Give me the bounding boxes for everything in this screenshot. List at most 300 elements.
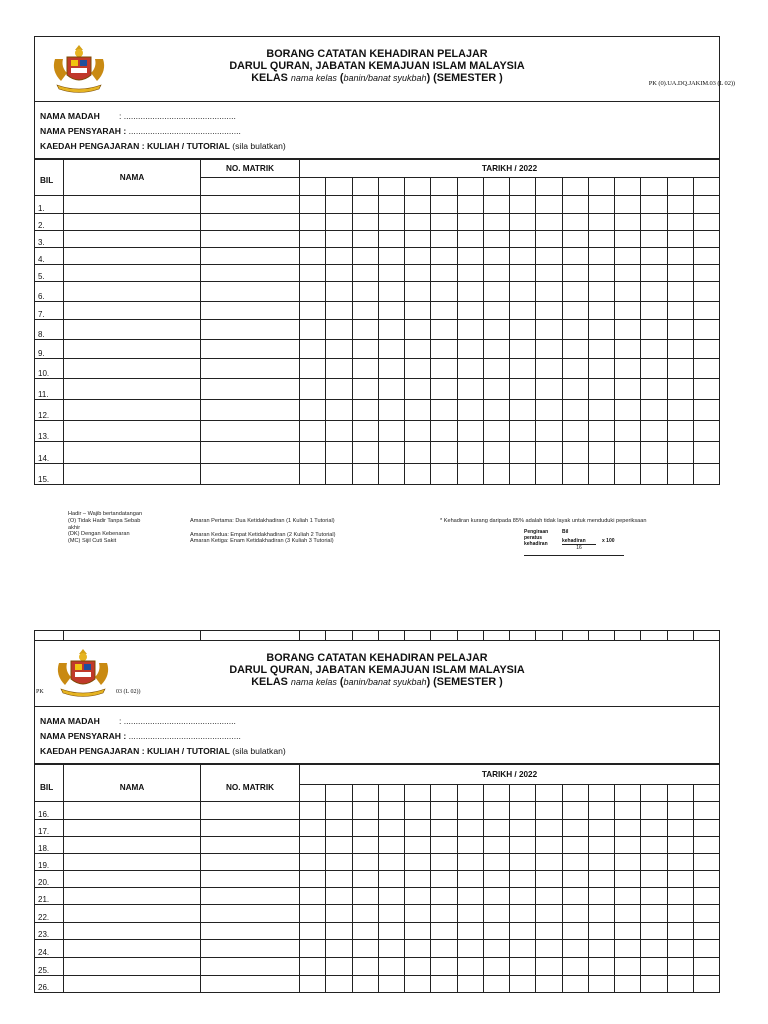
attendance-cell[interactable] (641, 214, 667, 231)
attendance-cell[interactable] (588, 464, 614, 485)
name-cell[interactable] (64, 976, 201, 993)
attendance-cell[interactable] (588, 265, 614, 282)
attendance-cell[interactable] (431, 854, 457, 871)
attendance-cell[interactable] (326, 265, 352, 282)
attendance-cell[interactable] (352, 359, 378, 379)
attendance-cell[interactable] (615, 976, 641, 993)
matrik-cell[interactable] (201, 248, 300, 265)
attendance-cell[interactable] (352, 976, 378, 993)
date-cell[interactable] (562, 178, 588, 196)
attendance-cell[interactable] (405, 923, 431, 940)
attendance-cell[interactable] (536, 214, 562, 231)
attendance-cell[interactable] (615, 320, 641, 340)
attendance-cell[interactable] (300, 888, 326, 905)
attendance-cell[interactable] (378, 421, 404, 442)
name-cell[interactable] (64, 837, 201, 854)
attendance-cell[interactable] (510, 820, 536, 837)
attendance-cell[interactable] (615, 820, 641, 837)
attendance-cell[interactable] (352, 820, 378, 837)
attendance-cell[interactable] (457, 854, 483, 871)
attendance-cell[interactable] (562, 231, 588, 248)
attendance-cell[interactable] (483, 421, 509, 442)
attendance-cell[interactable] (536, 464, 562, 485)
attendance-cell[interactable] (562, 265, 588, 282)
attendance-cell[interactable] (457, 359, 483, 379)
attendance-cell[interactable] (536, 442, 562, 464)
attendance-cell[interactable] (510, 340, 536, 359)
matrik-cell[interactable] (201, 837, 300, 854)
attendance-cell[interactable] (352, 196, 378, 214)
attendance-cell[interactable] (536, 940, 562, 958)
attendance-cell[interactable] (457, 231, 483, 248)
attendance-cell[interactable] (693, 802, 719, 820)
attendance-cell[interactable] (457, 302, 483, 320)
attendance-cell[interactable] (615, 442, 641, 464)
attendance-cell[interactable] (326, 302, 352, 320)
attendance-cell[interactable] (378, 442, 404, 464)
attendance-cell[interactable] (588, 421, 614, 442)
name-cell[interactable] (64, 854, 201, 871)
attendance-cell[interactable] (667, 400, 693, 421)
attendance-cell[interactable] (457, 421, 483, 442)
attendance-cell[interactable] (378, 854, 404, 871)
attendance-cell[interactable] (326, 837, 352, 854)
attendance-cell[interactable] (352, 320, 378, 340)
attendance-cell[interactable] (615, 359, 641, 379)
attendance-cell[interactable] (326, 976, 352, 993)
attendance-cell[interactable] (615, 214, 641, 231)
attendance-cell[interactable] (300, 302, 326, 320)
attendance-cell[interactable] (667, 871, 693, 888)
attendance-cell[interactable] (693, 464, 719, 485)
attendance-cell[interactable] (615, 282, 641, 302)
matrik-cell[interactable] (201, 905, 300, 923)
name-cell[interactable] (64, 340, 201, 359)
attendance-cell[interactable] (693, 958, 719, 976)
attendance-cell[interactable] (405, 464, 431, 485)
attendance-cell[interactable] (405, 976, 431, 993)
attendance-cell[interactable] (405, 214, 431, 231)
attendance-cell[interactable] (326, 248, 352, 265)
attendance-cell[interactable] (588, 888, 614, 905)
attendance-cell[interactable] (667, 302, 693, 320)
matrik-cell[interactable] (201, 400, 300, 421)
attendance-cell[interactable] (641, 837, 667, 854)
name-cell[interactable] (64, 958, 201, 976)
attendance-cell[interactable] (536, 248, 562, 265)
attendance-cell[interactable] (483, 854, 509, 871)
attendance-cell[interactable] (510, 231, 536, 248)
attendance-cell[interactable] (431, 905, 457, 923)
attendance-cell[interactable] (641, 320, 667, 340)
attendance-cell[interactable] (431, 196, 457, 214)
attendance-cell[interactable] (588, 837, 614, 854)
attendance-cell[interactable] (536, 231, 562, 248)
attendance-cell[interactable] (510, 871, 536, 888)
attendance-cell[interactable] (693, 359, 719, 379)
attendance-cell[interactable] (641, 196, 667, 214)
attendance-cell[interactable] (483, 320, 509, 340)
attendance-cell[interactable] (588, 976, 614, 993)
attendance-cell[interactable] (510, 802, 536, 820)
strip-cell[interactable] (300, 631, 326, 641)
strip-cell[interactable] (588, 631, 614, 641)
attendance-cell[interactable] (693, 940, 719, 958)
attendance-cell[interactable] (405, 958, 431, 976)
attendance-cell[interactable] (352, 958, 378, 976)
attendance-cell[interactable] (483, 248, 509, 265)
attendance-cell[interactable] (457, 196, 483, 214)
attendance-cell[interactable] (615, 196, 641, 214)
date-cell[interactable] (457, 785, 483, 802)
attendance-cell[interactable] (510, 442, 536, 464)
date-cell[interactable] (536, 785, 562, 802)
attendance-cell[interactable] (326, 282, 352, 302)
attendance-cell[interactable] (300, 905, 326, 923)
attendance-cell[interactable] (667, 359, 693, 379)
attendance-cell[interactable] (300, 265, 326, 282)
strip-cell[interactable] (667, 631, 693, 641)
attendance-cell[interactable] (693, 248, 719, 265)
attendance-cell[interactable] (378, 282, 404, 302)
attendance-cell[interactable] (562, 940, 588, 958)
attendance-cell[interactable] (588, 379, 614, 400)
attendance-cell[interactable] (326, 421, 352, 442)
attendance-cell[interactable] (641, 905, 667, 923)
attendance-cell[interactable] (588, 340, 614, 359)
matrik-cell[interactable] (201, 958, 300, 976)
attendance-cell[interactable] (693, 282, 719, 302)
name-cell[interactable] (64, 923, 201, 940)
attendance-cell[interactable] (693, 400, 719, 421)
attendance-cell[interactable] (483, 923, 509, 940)
attendance-cell[interactable] (667, 282, 693, 302)
strip-cell[interactable] (562, 631, 588, 641)
name-cell[interactable] (64, 379, 201, 400)
matrik-cell[interactable] (201, 231, 300, 248)
attendance-cell[interactable] (326, 820, 352, 837)
name-cell[interactable] (64, 464, 201, 485)
attendance-cell[interactable] (641, 940, 667, 958)
date-cell[interactable] (641, 785, 667, 802)
attendance-cell[interactable] (667, 442, 693, 464)
attendance-cell[interactable] (536, 302, 562, 320)
attendance-cell[interactable] (431, 871, 457, 888)
attendance-cell[interactable] (562, 464, 588, 485)
attendance-cell[interactable] (405, 871, 431, 888)
attendance-cell[interactable] (536, 340, 562, 359)
attendance-cell[interactable] (510, 282, 536, 302)
matrik-cell[interactable] (201, 854, 300, 871)
attendance-cell[interactable] (300, 248, 326, 265)
attendance-cell[interactable] (378, 976, 404, 993)
date-cell[interactable] (352, 178, 378, 196)
attendance-cell[interactable] (483, 231, 509, 248)
attendance-cell[interactable] (352, 340, 378, 359)
attendance-cell[interactable] (378, 464, 404, 485)
matrik-cell[interactable] (201, 302, 300, 320)
attendance-cell[interactable] (326, 940, 352, 958)
name-cell[interactable] (64, 940, 201, 958)
attendance-cell[interactable] (352, 231, 378, 248)
matrik-cell[interactable] (201, 214, 300, 231)
attendance-cell[interactable] (300, 820, 326, 837)
attendance-cell[interactable] (457, 905, 483, 923)
attendance-cell[interactable] (641, 958, 667, 976)
attendance-cell[interactable] (536, 871, 562, 888)
name-cell[interactable] (64, 400, 201, 421)
strip-cell[interactable] (693, 631, 719, 641)
date-cell[interactable] (667, 178, 693, 196)
attendance-cell[interactable] (667, 231, 693, 248)
attendance-cell[interactable] (615, 421, 641, 442)
attendance-cell[interactable] (536, 854, 562, 871)
attendance-cell[interactable] (378, 820, 404, 837)
attendance-cell[interactable] (483, 802, 509, 820)
attendance-cell[interactable] (431, 442, 457, 464)
attendance-cell[interactable] (562, 888, 588, 905)
name-cell[interactable] (64, 320, 201, 340)
attendance-cell[interactable] (431, 802, 457, 820)
attendance-cell[interactable] (352, 442, 378, 464)
name-cell[interactable] (64, 888, 201, 905)
attendance-cell[interactable] (352, 940, 378, 958)
attendance-cell[interactable] (588, 802, 614, 820)
attendance-cell[interactable] (483, 940, 509, 958)
attendance-cell[interactable] (405, 231, 431, 248)
attendance-cell[interactable] (300, 421, 326, 442)
attendance-cell[interactable] (615, 302, 641, 320)
attendance-cell[interactable] (352, 854, 378, 871)
attendance-cell[interactable] (431, 340, 457, 359)
attendance-cell[interactable] (667, 340, 693, 359)
attendance-cell[interactable] (352, 464, 378, 485)
attendance-cell[interactable] (693, 320, 719, 340)
attendance-cell[interactable] (510, 359, 536, 379)
attendance-cell[interactable] (326, 400, 352, 421)
date-cell[interactable] (615, 785, 641, 802)
attendance-cell[interactable] (378, 871, 404, 888)
attendance-cell[interactable] (615, 940, 641, 958)
name-cell[interactable] (64, 359, 201, 379)
attendance-cell[interactable] (536, 923, 562, 940)
attendance-cell[interactable] (615, 248, 641, 265)
attendance-cell[interactable] (588, 905, 614, 923)
attendance-cell[interactable] (405, 940, 431, 958)
attendance-cell[interactable] (431, 265, 457, 282)
attendance-cell[interactable] (536, 958, 562, 976)
attendance-cell[interactable] (326, 442, 352, 464)
attendance-cell[interactable] (483, 464, 509, 485)
attendance-cell[interactable] (588, 302, 614, 320)
attendance-cell[interactable] (615, 923, 641, 940)
attendance-cell[interactable] (483, 282, 509, 302)
attendance-cell[interactable] (615, 265, 641, 282)
attendance-cell[interactable] (352, 400, 378, 421)
attendance-cell[interactable] (457, 265, 483, 282)
attendance-cell[interactable] (667, 421, 693, 442)
date-cell[interactable] (431, 785, 457, 802)
date-cell[interactable] (510, 178, 536, 196)
attendance-cell[interactable] (562, 359, 588, 379)
attendance-cell[interactable] (615, 871, 641, 888)
matrik-cell[interactable] (201, 464, 300, 485)
attendance-cell[interactable] (326, 464, 352, 485)
date-cell[interactable] (300, 178, 326, 196)
attendance-cell[interactable] (615, 854, 641, 871)
attendance-cell[interactable] (615, 958, 641, 976)
attendance-cell[interactable] (693, 923, 719, 940)
attendance-cell[interactable] (326, 888, 352, 905)
attendance-cell[interactable] (352, 802, 378, 820)
attendance-cell[interactable] (457, 976, 483, 993)
attendance-cell[interactable] (352, 905, 378, 923)
attendance-cell[interactable] (510, 248, 536, 265)
attendance-cell[interactable] (483, 976, 509, 993)
attendance-cell[interactable] (326, 359, 352, 379)
attendance-cell[interactable] (378, 837, 404, 854)
attendance-cell[interactable] (378, 196, 404, 214)
attendance-cell[interactable] (510, 320, 536, 340)
attendance-cell[interactable] (562, 837, 588, 854)
attendance-cell[interactable] (562, 820, 588, 837)
attendance-cell[interactable] (588, 923, 614, 940)
attendance-cell[interactable] (641, 248, 667, 265)
matrik-cell[interactable] (201, 888, 300, 905)
attendance-cell[interactable] (431, 379, 457, 400)
attendance-cell[interactable] (483, 442, 509, 464)
attendance-cell[interactable] (693, 837, 719, 854)
date-cell[interactable] (378, 785, 404, 802)
attendance-cell[interactable] (536, 265, 562, 282)
attendance-cell[interactable] (405, 905, 431, 923)
attendance-cell[interactable] (326, 923, 352, 940)
date-cell[interactable] (641, 178, 667, 196)
attendance-cell[interactable] (300, 837, 326, 854)
attendance-cell[interactable] (483, 340, 509, 359)
attendance-cell[interactable] (588, 400, 614, 421)
attendance-cell[interactable] (588, 248, 614, 265)
attendance-cell[interactable] (693, 302, 719, 320)
name-cell[interactable] (64, 231, 201, 248)
attendance-cell[interactable] (641, 464, 667, 485)
attendance-cell[interactable] (457, 923, 483, 940)
attendance-cell[interactable] (536, 359, 562, 379)
attendance-cell[interactable] (667, 464, 693, 485)
attendance-cell[interactable] (562, 320, 588, 340)
attendance-cell[interactable] (536, 196, 562, 214)
attendance-cell[interactable] (483, 400, 509, 421)
attendance-cell[interactable] (562, 802, 588, 820)
attendance-cell[interactable] (378, 940, 404, 958)
attendance-cell[interactable] (405, 379, 431, 400)
attendance-cell[interactable] (667, 196, 693, 214)
name-cell[interactable] (64, 196, 201, 214)
attendance-cell[interactable] (378, 320, 404, 340)
date-cell[interactable] (588, 178, 614, 196)
name-cell[interactable] (64, 214, 201, 231)
attendance-cell[interactable] (457, 282, 483, 302)
attendance-cell[interactable] (405, 442, 431, 464)
attendance-cell[interactable] (562, 248, 588, 265)
attendance-cell[interactable] (326, 802, 352, 820)
strip-cell[interactable] (326, 631, 352, 641)
attendance-cell[interactable] (300, 379, 326, 400)
name-cell[interactable] (64, 802, 201, 820)
name-cell[interactable] (64, 905, 201, 923)
attendance-cell[interactable] (536, 820, 562, 837)
attendance-cell[interactable] (510, 940, 536, 958)
attendance-cell[interactable] (378, 214, 404, 231)
attendance-cell[interactable] (588, 871, 614, 888)
attendance-cell[interactable] (352, 214, 378, 231)
attendance-cell[interactable] (457, 464, 483, 485)
matrik-cell[interactable] (201, 923, 300, 940)
attendance-cell[interactable] (457, 802, 483, 820)
attendance-cell[interactable] (562, 442, 588, 464)
attendance-cell[interactable] (457, 248, 483, 265)
attendance-cell[interactable] (483, 837, 509, 854)
attendance-cell[interactable] (378, 231, 404, 248)
attendance-cell[interactable] (615, 400, 641, 421)
attendance-cell[interactable] (641, 976, 667, 993)
attendance-cell[interactable] (588, 214, 614, 231)
attendance-cell[interactable] (536, 421, 562, 442)
attendance-cell[interactable] (510, 214, 536, 231)
attendance-cell[interactable] (457, 837, 483, 854)
date-cell[interactable] (483, 785, 509, 802)
name-cell[interactable] (64, 302, 201, 320)
strip-cell[interactable] (641, 631, 667, 641)
matrik-cell[interactable] (201, 340, 300, 359)
attendance-cell[interactable] (378, 379, 404, 400)
attendance-cell[interactable] (352, 837, 378, 854)
attendance-cell[interactable] (667, 958, 693, 976)
attendance-cell[interactable] (300, 802, 326, 820)
attendance-cell[interactable] (562, 958, 588, 976)
strip-cell[interactable] (536, 631, 562, 641)
attendance-cell[interactable] (510, 888, 536, 905)
attendance-cell[interactable] (405, 359, 431, 379)
date-cell[interactable] (300, 785, 326, 802)
attendance-cell[interactable] (588, 442, 614, 464)
attendance-cell[interactable] (378, 359, 404, 379)
attendance-cell[interactable] (536, 379, 562, 400)
attendance-cell[interactable] (457, 940, 483, 958)
attendance-cell[interactable] (615, 340, 641, 359)
attendance-cell[interactable] (536, 976, 562, 993)
matrik-cell[interactable] (201, 976, 300, 993)
attendance-cell[interactable] (352, 379, 378, 400)
attendance-cell[interactable] (588, 854, 614, 871)
attendance-cell[interactable] (457, 379, 483, 400)
attendance-cell[interactable] (667, 265, 693, 282)
attendance-cell[interactable] (615, 802, 641, 820)
attendance-cell[interactable] (431, 976, 457, 993)
matrik-cell[interactable] (201, 282, 300, 302)
attendance-cell[interactable] (510, 923, 536, 940)
date-cell[interactable] (352, 785, 378, 802)
attendance-cell[interactable] (405, 320, 431, 340)
attendance-cell[interactable] (667, 923, 693, 940)
attendance-cell[interactable] (431, 940, 457, 958)
attendance-cell[interactable] (693, 196, 719, 214)
attendance-cell[interactable] (510, 302, 536, 320)
matrik-cell[interactable] (201, 196, 300, 214)
attendance-cell[interactable] (667, 854, 693, 871)
attendance-cell[interactable] (457, 888, 483, 905)
attendance-cell[interactable] (536, 837, 562, 854)
